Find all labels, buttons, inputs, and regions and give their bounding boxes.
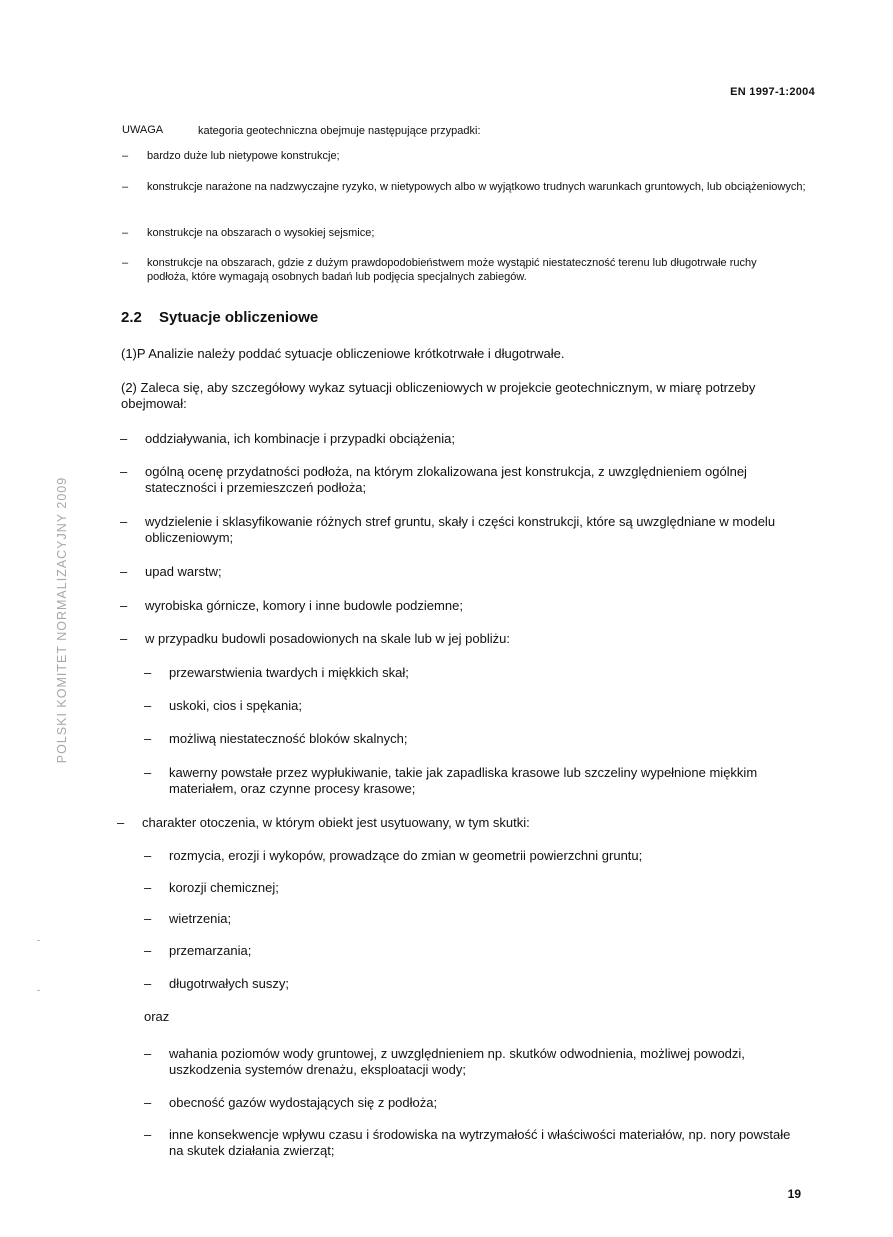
list-item <box>120 431 820 447</box>
section-title: Sytuacje obliczeniowe <box>159 309 319 326</box>
sub-list-item <box>144 880 814 896</box>
list-item-text: oddziaływania, ich kombinacje i przypadki obciążenia; <box>145 431 456 446</box>
list-item-text: wyrobiska górnicze, komory i inne budowle podziemne; <box>145 598 463 613</box>
sub-list-item <box>144 911 814 927</box>
list-item-text: ogólną ocenę przydatności podłoża, na którym zlokalizowana jest konstrukcja, z uwzględnieniem ogólnej stateczności i przemieszczeń podłoża; <box>145 464 747 495</box>
dash-marker: – <box>120 464 128 479</box>
note-item-text: konstrukcje na obszarach, gdzie z dużym prawdopodobieństwem może wystąpić niestateczność terenu lub długotrwałe ruchy podłoża, które wymagają osobnych badań lub podjęcia specjalnych zabiegów. <box>147 257 757 283</box>
sub-list-item <box>144 665 814 681</box>
sub-list-item-text: przewarstwienia twardych i miękkich skał; <box>169 665 409 680</box>
dash-marker: – <box>117 815 125 830</box>
list-item <box>120 598 820 614</box>
dash-marker: – <box>120 431 128 446</box>
margin-mark <box>37 940 40 941</box>
sub-list-item-text: długotrwałych suszy; <box>169 976 289 991</box>
dash-marker: – <box>120 598 128 613</box>
list-item <box>120 631 820 647</box>
margin-mark <box>37 990 40 991</box>
sub-list-item <box>144 765 804 797</box>
sub-list-item-text: wietrzenia; <box>169 911 232 926</box>
sub-list-item <box>144 848 824 864</box>
note-item-text: konstrukcje na obszarach o wysokiej sejsmice; <box>147 227 375 239</box>
conjunction-text: oraz <box>144 1009 170 1024</box>
note-item <box>122 256 782 284</box>
dash-marker: – <box>144 765 152 780</box>
dash-marker: – <box>144 848 152 863</box>
dash-marker: – <box>144 665 152 680</box>
note-label: UWAGA <box>122 124 164 136</box>
dash-marker: – <box>144 1046 152 1061</box>
list-item-text: w przypadku budowli posadowionych na skale lub w jej pobliżu: <box>145 631 510 646</box>
sub-list-item-text: przemarzania; <box>169 943 252 958</box>
section-number: 2.2 <box>121 309 142 326</box>
dash-marker: – <box>144 1095 152 1110</box>
sub-list-item <box>144 1127 804 1159</box>
dash-marker: – <box>120 631 128 646</box>
list-item <box>120 564 820 580</box>
note-item-text: bardzo duże lub nietypowe konstrukcje; <box>147 150 340 162</box>
watermark-text: POLSKI KOMITET NORMALIZACYJNY 2009 <box>55 476 69 764</box>
standard-id-header: EN 1997-1:2004 <box>730 86 815 98</box>
sub-list-item-text: rozmycia, erozji i wykopów, prowadzące do zmian w geometrii powierzchni gruntu; <box>169 848 643 863</box>
dash-marker: – <box>120 564 128 579</box>
note-item <box>122 180 812 194</box>
dash-marker: – <box>144 943 152 958</box>
note-item <box>122 149 812 163</box>
sub-list-item-text: kawerny powstałe przez wypłukiwanie, takie jak zapadliska krasowe lub szczeliny wypełnione miękkim materiałem, oraz czynne procesy krasowe; <box>169 765 758 796</box>
list-item <box>117 815 817 831</box>
dash-marker: – <box>122 257 129 269</box>
paragraph-2: (2) Zaleca się, aby szczegółowy wykaz sytuacji obliczeniowych w projekcie geotechnicznym, w miarę potrzeby obejmował: <box>121 380 756 411</box>
note-intro: kategoria geotechniczna obejmuje następujące przypadki: <box>198 125 481 137</box>
sub-list-item-text: możliwą niestateczność bloków skalnych; <box>169 731 408 746</box>
sub-list-item-text: obecność gazów wydostających się z podłoża; <box>169 1095 438 1110</box>
dash-marker: – <box>144 731 152 746</box>
dash-marker: – <box>144 976 152 991</box>
sub-list-item <box>144 1046 814 1078</box>
paragraph-1: (1)P Analizie należy poddać sytuacje obliczeniowe krótkotrwałe i długotrwałe. <box>121 346 565 361</box>
dash-marker: – <box>122 181 129 193</box>
list-item <box>120 514 790 546</box>
sub-list-item <box>144 943 814 959</box>
dash-marker: – <box>144 698 152 713</box>
dash-marker: – <box>144 1127 152 1142</box>
list-item <box>120 464 820 496</box>
section-heading <box>121 309 318 326</box>
sub-list-item <box>144 1095 814 1111</box>
sub-list-item <box>144 698 814 714</box>
sub-list-item-text: inne konsekwencje wpływu czasu i środowiska na wytrzymałość i właściwości materiałów, np. nory powstałe na skutek działania zwierząt; <box>169 1127 791 1158</box>
dash-marker: – <box>144 880 152 895</box>
list-item-text: wydzielenie i sklasyfikowanie różnych stref gruntu, skały i części konstrukcji, które są uwzględniane w modelu obliczeniowym; <box>145 514 776 545</box>
note-item <box>122 226 812 240</box>
sub-list-item-text: korozji chemicznej; <box>169 880 279 895</box>
sub-list-item <box>144 731 814 747</box>
dash-marker: – <box>122 227 129 239</box>
sub-list-item-text: wahania poziomów wody gruntowej, z uwzględnieniem np. skutków odwodnienia, możliwej powodzi, uszkodzenia systemów drenażu, eksploatacji wody; <box>169 1046 745 1077</box>
sub-list-item <box>144 976 814 992</box>
dash-marker: – <box>120 514 128 529</box>
dash-marker: – <box>144 911 152 926</box>
list-item-text: upad warstw; <box>145 564 222 579</box>
sub-list-item-text: uskoki, cios i spękania; <box>169 698 302 713</box>
list-item-text: charakter otoczenia, w którym obiekt jest usytuowany, w tym skutki: <box>142 815 530 830</box>
dash-marker: – <box>122 150 129 162</box>
page-number: 19 <box>787 1187 801 1201</box>
note-item-text: konstrukcje narażone na nadzwyczajne ryzyko, w nietypowych albo w wyjątkowo trudnych warunkach gruntowych, lub obciążeniowych; <box>147 181 806 193</box>
